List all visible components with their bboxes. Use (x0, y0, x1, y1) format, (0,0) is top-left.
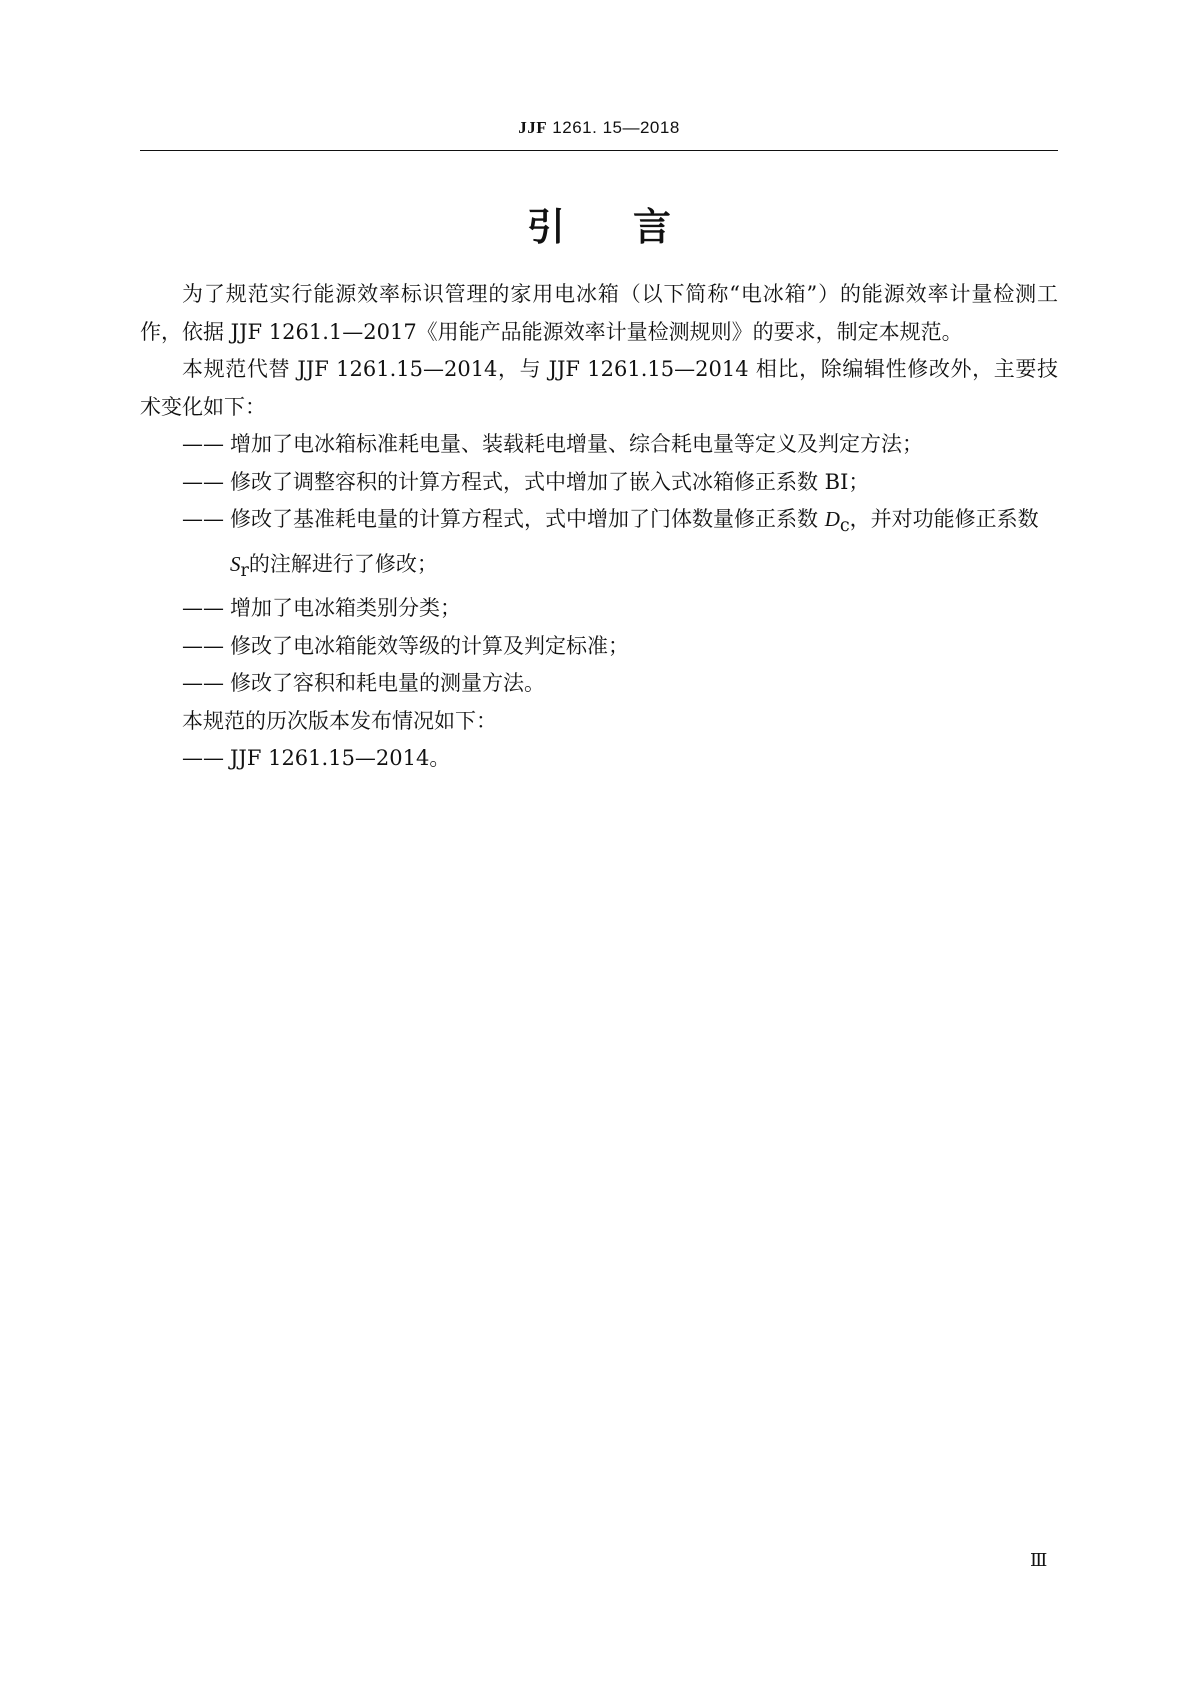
dash-marker: —— (182, 596, 224, 621)
change-item-text: 的注解进行了修改； (248, 551, 438, 576)
dash-marker: —— (182, 469, 224, 494)
list-item (140, 426, 1058, 464)
header-rule (140, 150, 1058, 151)
dash-marker: —— (182, 671, 224, 696)
header-doc-number: 1261. 15—2018 (547, 118, 680, 137)
page-number: Ⅲ (1030, 1550, 1048, 1570)
change-item-text: 增加了电冰箱标准耗电量、装载耗电增量、综合耗电量等定义及判定方法； (230, 432, 923, 456)
math-variable: D (824, 507, 840, 531)
dash-marker: —— (182, 432, 224, 456)
math-subscript: r (240, 560, 249, 581)
change-item-text: 修改了基准耗电量的计算方程式，式中增加了门体数量修正系数 (230, 507, 825, 531)
list-item (140, 665, 1058, 703)
list-item (140, 590, 1058, 628)
page-title: 引言 (526, 205, 739, 249)
change-item-text: 修改了容积和耗电量的测量方法。 (230, 671, 545, 696)
math-subscript: c (839, 516, 850, 537)
history-item-text: JJF 1261.15—2014。 (230, 746, 451, 771)
change-item-text: 增加了电冰箱类别分类； (230, 596, 461, 621)
header-doc-code: JJF (518, 118, 548, 137)
list-item (140, 501, 1058, 590)
list-item (140, 740, 1058, 778)
body-text (140, 276, 1058, 778)
history-paragraph: 本规范的历次版本发布情况如下： (182, 708, 497, 733)
dash-marker: —— (182, 746, 224, 771)
page-header (140, 118, 1058, 138)
intro-paragraph: 为了规范实行能源效率标识管理的家用电冰箱（以下简称“电冰箱”）的能源效率计量检测工作，依据 JJF 1261.1—2017《用能产品能源效率计量检测规则》的要求，制定本规范。 (140, 282, 1058, 344)
dash-marker: —— (182, 507, 224, 531)
replacement-paragraph: 本规范代替 JJF 1261.15—2014，与 JJF 1261.15—2014 相比，除编辑性修改外，主要技术变化如下： (140, 357, 1058, 419)
change-item-text: 修改了调整容积的计算方程式，式中增加了嵌入式冰箱修正系数 BI； (230, 469, 870, 494)
dash-marker: —— (182, 633, 224, 658)
math-variable: S (230, 551, 241, 576)
list-item (140, 628, 1058, 666)
list-item (140, 464, 1058, 502)
change-item-text: ，并对功能修正系数 (849, 507, 1039, 531)
change-item-text: 修改了电冰箱能效等级的计算及判定标准； (230, 633, 629, 658)
